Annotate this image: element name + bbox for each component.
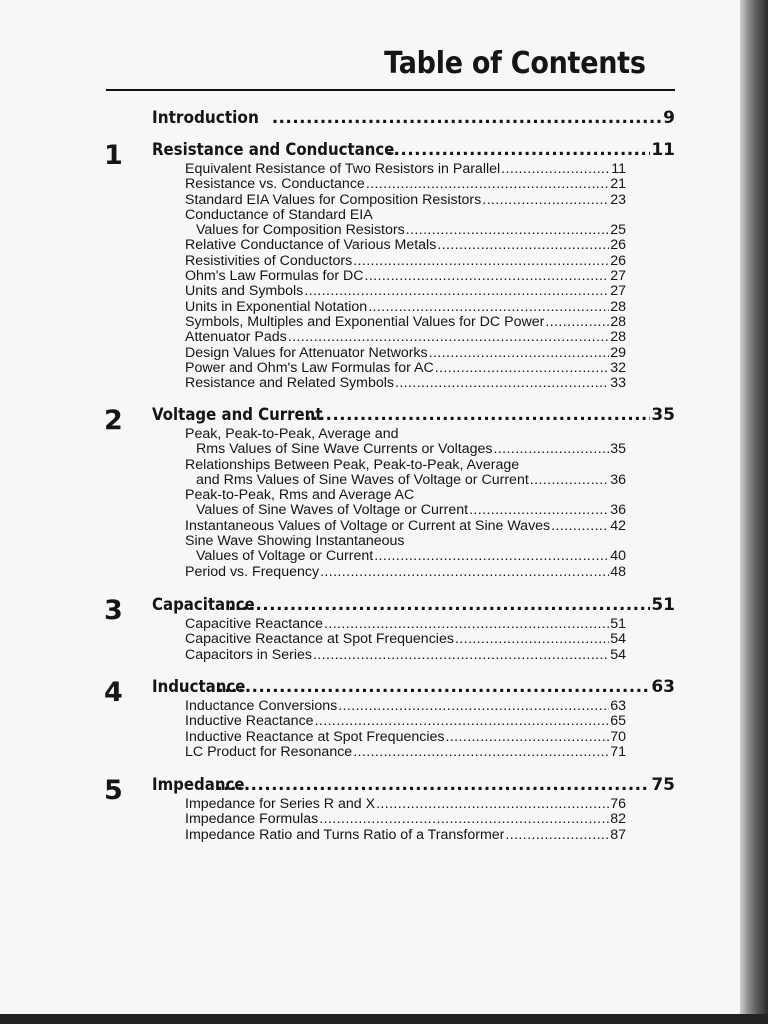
chapter-title: Impedance [152, 775, 245, 795]
entry-page: 21 [610, 176, 626, 193]
entry-page: 40 [610, 548, 626, 565]
entry-page: 25 [610, 222, 626, 239]
dot-leader [305, 405, 650, 425]
chapter-heading [152, 775, 675, 795]
toc-entry-line: Peak-to-Peak, Rms and Average AC [185, 487, 415, 504]
toc-entry [185, 223, 626, 238]
toc-entry-line: Sine Wave Showing Instantaneous [185, 533, 405, 550]
toc-entry [185, 330, 626, 345]
dot-leader [501, 162, 610, 177]
entry-page: 36 [610, 502, 626, 519]
toc-entry [185, 730, 626, 745]
toc-entry [185, 346, 626, 361]
toc-entry [185, 376, 626, 391]
toc-entry-line: Conductance of Standard EIA [185, 206, 373, 223]
dot-leader [320, 565, 609, 580]
toc-entry [185, 812, 626, 827]
entry-page: 63 [610, 698, 626, 714]
dot-leader [216, 775, 650, 795]
toc-entry [185, 699, 626, 714]
dot-leader [435, 361, 610, 376]
entry-page: 26 [610, 252, 626, 269]
dot-leader [319, 812, 609, 827]
toc-entry [185, 503, 626, 518]
entry-page: 82 [610, 811, 626, 828]
toc-entry [185, 648, 626, 663]
dot-leader [272, 108, 662, 128]
page-title: Table of Contents [384, 46, 646, 81]
entry-title: Period vs. Frequency [185, 564, 320, 580]
toc-entry [185, 797, 626, 812]
toc-entry [185, 238, 626, 253]
dot-leader [482, 193, 609, 208]
intro-label: Introduction [152, 108, 259, 128]
chapter-title: Capacitance [152, 595, 255, 615]
toc-entry [185, 632, 626, 647]
entry-title: Capacitive Reactance at Spot Frequencies [185, 632, 454, 648]
chapter-heading [152, 140, 675, 160]
toc-entry [185, 284, 626, 299]
entry-list [185, 427, 626, 580]
toc-entry-line: Peak, Peak-to-Peak, Average and [185, 426, 399, 442]
entry-title: Units in Exponential Notation [185, 299, 368, 315]
entry-title: Resistance and Related Symbols [185, 376, 394, 392]
entry-title: Values of Sine Waves of Voltage or Current [196, 503, 469, 519]
entry-page: 76 [610, 796, 626, 812]
entry-page: 26 [610, 237, 626, 254]
page-edge [740, 0, 768, 1024]
entry-page: 51 [610, 616, 626, 632]
entry-title: Impedance Ratio and Turns Ratio of a Transformer [185, 827, 505, 843]
entry-title: Resistance vs. Conductance [185, 177, 365, 193]
entry-title: Symbols, Multiples and Exponential Values for DC Power [185, 314, 545, 330]
toc-entry [185, 254, 626, 269]
toc-entry [185, 617, 626, 632]
entry-page: 65 [610, 713, 626, 730]
dot-leader [374, 549, 609, 564]
entry-title: Instantaneous Values of Voltage or Current at Sine Waves [185, 518, 551, 534]
chapter-heading [152, 677, 675, 697]
toc-entry [185, 828, 626, 843]
entry-page: 11 [611, 161, 626, 177]
toc-entry [185, 162, 626, 177]
toc-entry [185, 269, 626, 284]
dot-leader [395, 376, 609, 391]
entry-title: Inductive Reactance [185, 714, 314, 730]
chapter-number: 2 [104, 405, 123, 436]
dot-leader [545, 315, 609, 330]
entry-page: 48 [610, 563, 626, 580]
chapter-page: 63 [651, 677, 675, 697]
entry-page: 71 [610, 743, 626, 760]
dot-leader [429, 346, 610, 361]
dot-leader [338, 699, 609, 714]
entry-title: Relative Conductance of Various Metals [185, 238, 437, 254]
toc-entry [185, 361, 626, 376]
dot-leader [368, 300, 609, 315]
entry-list [185, 617, 626, 663]
dot-leader [494, 442, 610, 457]
toc-entry [185, 193, 626, 208]
entry-page: 35 [610, 441, 626, 458]
entry-title: Capacitors in Series [185, 647, 312, 663]
entry-page: 28 [610, 329, 626, 346]
chapter-heading [152, 405, 675, 425]
entry-page: 27 [610, 268, 626, 285]
entry-list [185, 162, 626, 391]
entry-page: 36 [610, 471, 626, 488]
entry-title: Impedance Formulas [185, 812, 319, 828]
entry-page: 28 [610, 313, 626, 330]
toc-entry [185, 177, 626, 192]
dot-leader [455, 632, 609, 647]
dot-leader [437, 238, 609, 253]
dot-leader [376, 797, 609, 812]
toc-entry [185, 442, 626, 457]
entry-page: 54 [610, 631, 626, 648]
entry-title: Inductance Conversions [185, 699, 338, 714]
dot-leader [304, 284, 609, 299]
entry-title: Standard EIA Values for Composition Resistors [185, 192, 482, 208]
entry-list [185, 699, 626, 760]
page-bottom-edge [0, 1014, 768, 1024]
toc-entry [185, 519, 626, 534]
dot-leader [366, 177, 609, 192]
entry-title: Ohm's Law Formulas for DC [185, 269, 364, 285]
toc-entry [185, 473, 626, 488]
dot-leader [217, 677, 650, 697]
toc-intro-entry [152, 108, 675, 128]
toc-entry [185, 315, 626, 330]
entry-page: 32 [610, 359, 626, 376]
entry-list [185, 797, 626, 843]
entry-title: Attenuator Pads [185, 330, 287, 346]
toc-entry-line: Relationships Between Peak, Peak-to-Peak, Average [185, 456, 520, 473]
toc-entry [185, 714, 626, 729]
chapter-page: 11 [651, 140, 675, 160]
dot-leader [365, 269, 610, 284]
entry-title: Power and Ohm's Law Formulas for AC [185, 360, 434, 376]
dot-leader [505, 828, 609, 843]
entry-page: 27 [610, 283, 626, 300]
dot-leader [387, 140, 651, 160]
dot-leader [353, 254, 609, 269]
chapter-page: 51 [651, 595, 675, 615]
chapter-number: 1 [104, 140, 123, 171]
entry-page: 29 [610, 344, 626, 361]
entry-title: Units and Symbols [185, 284, 304, 300]
dot-leader [353, 745, 609, 760]
dot-leader [313, 648, 609, 663]
entry-title: Impedance for Series R and X [185, 797, 376, 812]
entry-title: Equivalent Resistance of Two Resistors in Parallel [185, 162, 501, 177]
chapter-number: 4 [104, 677, 123, 708]
toc-entry [185, 745, 626, 760]
entry-page: 70 [610, 728, 626, 745]
chapter-number: 3 [104, 595, 123, 626]
chapter-title: Resistance and Conductance [152, 140, 395, 160]
toc-entry [185, 565, 626, 580]
entry-title: Design Values for Attenuator Networks [185, 345, 428, 361]
chapter-title: Voltage and Current [152, 405, 323, 425]
dot-leader [228, 595, 650, 615]
entry-page: 87 [610, 826, 626, 843]
chapter-number: 5 [104, 775, 123, 806]
entry-page: 42 [610, 517, 626, 534]
entry-title: LC Product for Resonance [185, 744, 353, 760]
entry-title: Values of Voltage or Current [196, 549, 374, 565]
entry-title: Resistivities of Conductors [185, 253, 353, 269]
title-rule [106, 89, 675, 91]
chapter-title: Inductance [152, 677, 246, 697]
entry-title: Rms Values of Sine Wave Currents or Voltages [196, 442, 493, 458]
dot-leader [406, 223, 610, 238]
entry-page: 28 [610, 298, 626, 315]
entry-page: 33 [610, 375, 626, 392]
entry-title: Values for Composition Resistors [196, 223, 405, 239]
chapter-heading [152, 595, 675, 615]
dot-leader [530, 473, 609, 488]
dot-leader [445, 730, 609, 745]
entry-title: and Rms Values of Sine Waves of Voltage or Current [196, 472, 529, 488]
dot-leader [551, 519, 609, 534]
toc-entry [185, 549, 626, 564]
dot-leader [324, 617, 609, 632]
dot-leader [288, 330, 609, 345]
dot-leader [469, 503, 609, 518]
chapter-page: 35 [651, 405, 675, 425]
chapter-page: 75 [651, 775, 675, 795]
entry-title: Inductive Reactance at Spot Frequencies [185, 729, 445, 745]
entry-page: 23 [610, 191, 626, 208]
intro-page: 9 [663, 108, 675, 128]
entry-title: Capacitive Reactance [185, 617, 324, 632]
dot-leader [315, 714, 610, 729]
toc-entry [185, 300, 626, 315]
entry-page: 54 [610, 646, 626, 663]
